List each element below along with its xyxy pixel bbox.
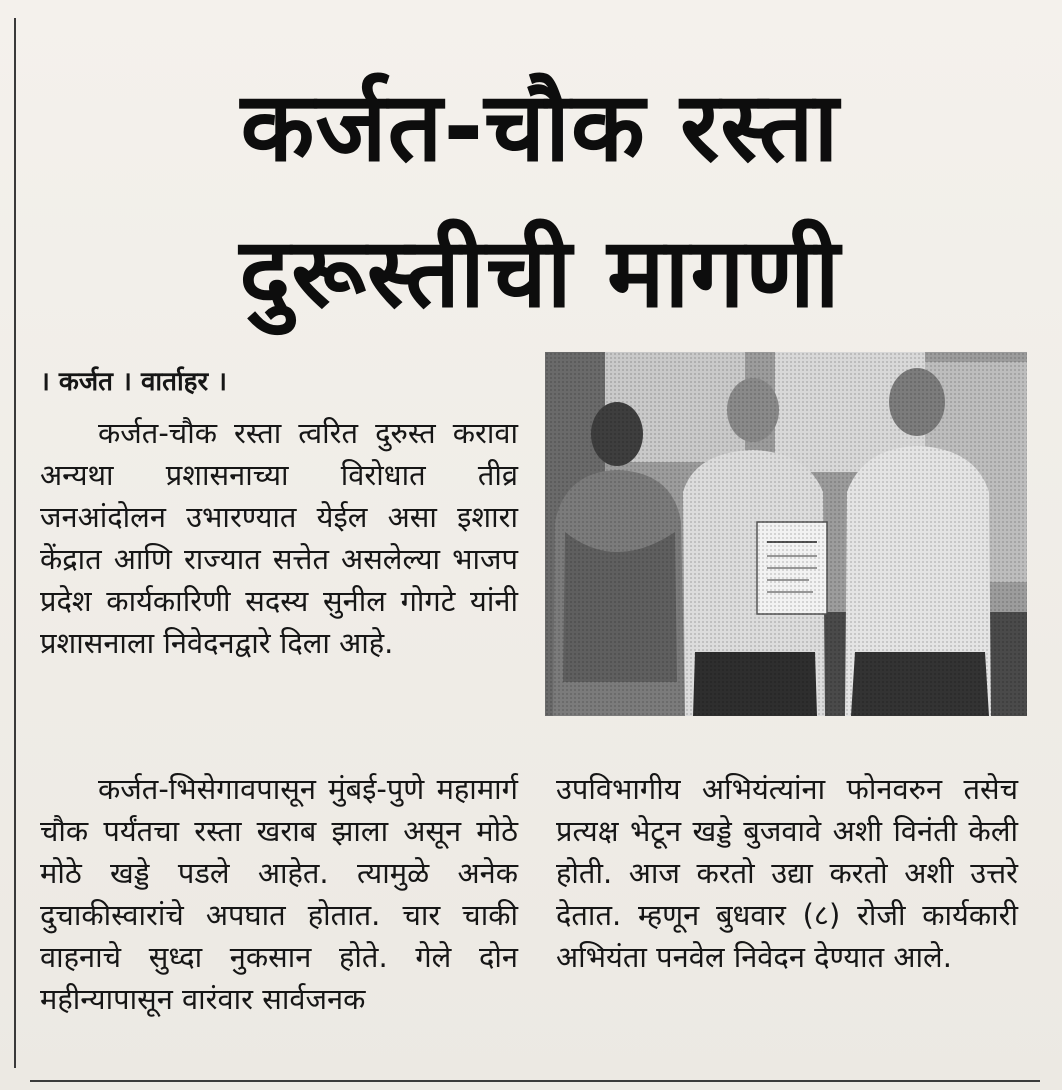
photo-illustration xyxy=(545,352,1027,716)
article-paragraph-1: कर्जत-चौक रस्ता त्वरित दुरुस्त करावा अन्यथा प्रशासनाच्या विरोधात तीव्र जनआंदोलन उभारण्यात येईल असा इशारा केंद्रात आणि राज्यात सत्तेत असलेल्या भाजप प्रदेश कार्यकारिणी सदस्य सुनील गोगटे यांनी प्रशासनाला निवेदनद्वारे दिला आहे. xyxy=(40,416,518,660)
column-rule-left xyxy=(14,18,16,1068)
news-photo xyxy=(545,352,1027,716)
headline-line-1: कर्जत-चौक रस्ता xyxy=(240,71,840,183)
article-paragraph-2: कर्जत-भिसेगावपासून मुंबई-पुणे महामार्ग चौक पर्यंतचा रस्ता खराब झाला असून मोठे मोठे खड्डे पडले आहेत. त्यामुळे अनेक दुचाकीस्वारांचे अपघात होतात. चार चाकी वाहनाचे सुध्दा नुकसान होते. गेले दोन महीन्यापासून वारंवार सार्वजनक xyxy=(40,772,518,1016)
dateline: । कर्जत । वार्ताहर । xyxy=(40,367,228,397)
column-rule-bottom xyxy=(30,1080,1040,1082)
article-paragraph-3: उपविभागीय अभियंत्यांना फोनवरुन तसेच प्रत्यक्ष भेटून खड्डे बुजवावे अशी विनंती केली होती. आज करतो उद्या करतो अशी उत्तरे देतात. म्हणून बुधवार (८) रोजी कार्यकारी अभियंता पनवेल निवेदन देण्यात आले. xyxy=(556,772,1018,974)
headline-line-2: दुरूस्तीची मागणी xyxy=(239,217,841,329)
